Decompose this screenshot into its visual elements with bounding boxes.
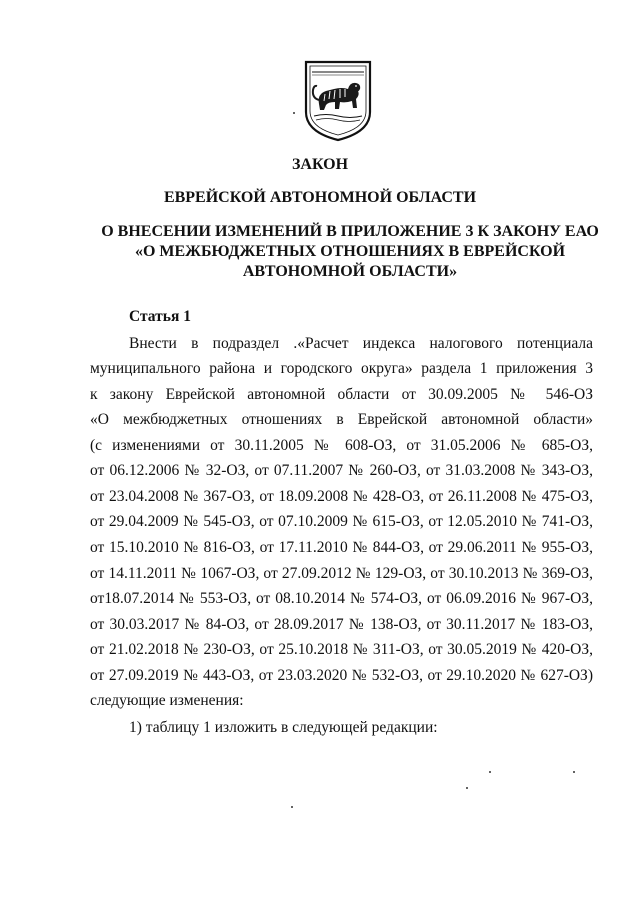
scan-speck [293,112,295,114]
law-title-line: О ВНЕСЕНИИ ИЗМЕНЕНИЙ В ПРИЛОЖЕНИЕ 3 К ЗАКОНУ ЕАО [101,223,599,240]
body-line: от18.07.2014 № 553-ОЗ, от 08.10.2014 № 574-ОЗ, от 06.09.2016 № 967-ОЗ, [90,590,593,607]
law-title-line: АВТОНОМНОЙ ОБЛАСТИ» [242,263,458,280]
body-line: от 30.03.2017 № 84-ОЗ, от 28.09.2017 № 138-ОЗ, от 30.11.2017 № 183-ОЗ, [90,616,593,633]
body-line: от 06.12.2006 № 32-ОЗ, от 07.11.2007 № 260-ОЗ, от 31.03.2008 № 343-ОЗ, [90,462,593,479]
body-line: от 15.10.2010 № 816-ОЗ, от 17.11.2010 № 844-ОЗ, от 29.06.2011 № 955-ОЗ, [90,539,593,556]
scan-speck [291,806,293,808]
body-line: следующие изменения: [90,692,244,709]
body-line: Внести в подраздел .«Расчет индекса налогового потенциала [129,335,593,352]
body-line: от 21.02.2018 № 230-ОЗ, от 25.10.2018 № 311-ОЗ, от 30.05.2019 № 420-ОЗ, [90,641,593,658]
scan-speck [573,771,575,773]
document-type: ЗАКОН [291,156,349,173]
article-heading: Статья 1 [129,308,191,325]
law-title [60,222,640,282]
law-title-line: «О МЕЖБЮДЖЕТНЫХ ОТНОШЕНИЯХ В ЕВРЕЙСКОЙ [134,243,566,260]
body-line: муниципального района и городского округа» раздела 1 приложения 3 [90,360,593,377]
body-line: к закону Еврейской автономной области от 30.09.2005 № 546-ОЗ [90,386,593,403]
list-item: 1) таблицу 1 изложить в следующей редакции: [129,719,438,736]
coat-of-arms-emblem [302,58,374,142]
scan-speck [466,787,468,789]
body-line: от 27.09.2019 № 443-ОЗ, от 23.03.2020 № 532-ОЗ, от 29.10.2020 № 627-ОЗ) [90,667,593,684]
region-name: ЕВРЕЙСКОЙ АВТОНОМНОЙ ОБЛАСТИ [163,189,477,206]
body-line: (с изменениями от 30.11.2005 № 608-ОЗ, от 31.05.2006 № 685-ОЗ, [90,437,593,454]
body-line: «О межбюджетных отношениях в Еврейской автономной области» [90,411,593,428]
body-line: от 23.04.2008 № 367-ОЗ, от 18.09.2008 № 428-ОЗ, от 26.11.2008 № 475-ОЗ, [90,488,593,505]
scan-speck [489,771,491,773]
body-line: от 14.11.2011 № 1067-ОЗ, от 27.09.2012 № 129-ОЗ, от 30.10.2013 № 369-ОЗ, [90,565,593,582]
body-line: от 29.04.2009 № 545-ОЗ, от 07.10.2009 № 615-ОЗ, от 12.05.2010 № 741-ОЗ, [90,513,593,530]
